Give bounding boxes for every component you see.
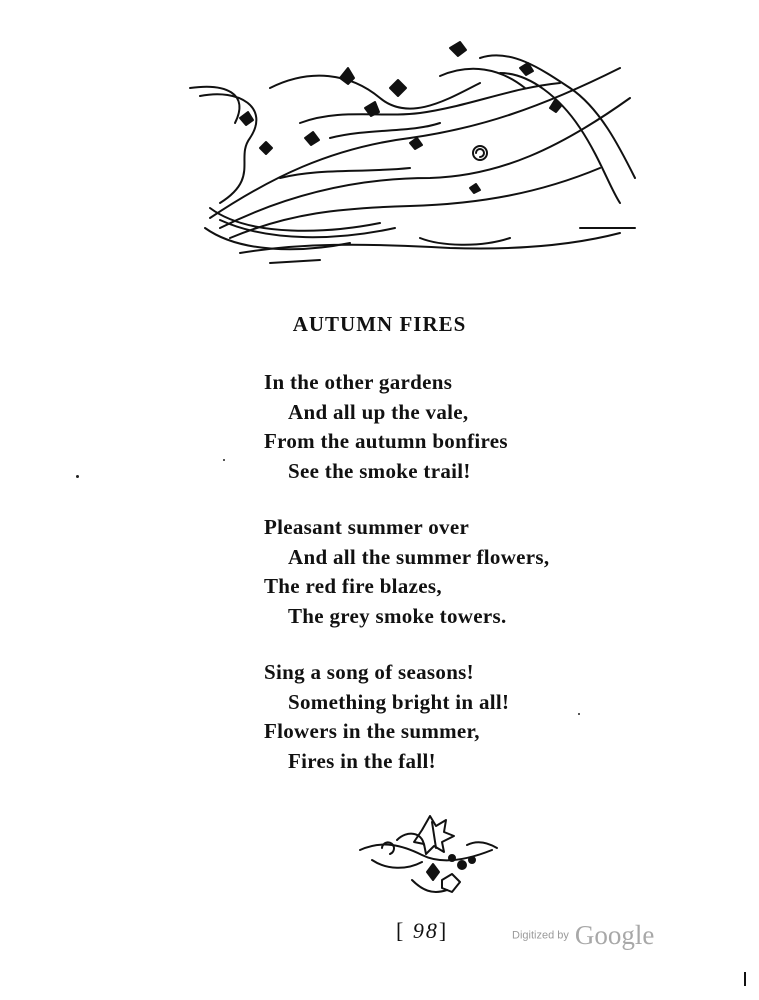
- poem-line: And all the summer flowers,: [288, 544, 550, 569]
- poem-line: Flowers in the summer,: [264, 719, 480, 743]
- stanza: [264, 368, 704, 486]
- poem-line: See the smoke trail!: [288, 458, 471, 483]
- page-number-value: 98: [412, 918, 439, 943]
- poem-title: AUTUMN FIRES: [292, 312, 467, 336]
- tailpiece-illustration: [352, 810, 502, 905]
- edge-mark: [744, 972, 746, 986]
- ink-speck: [223, 459, 225, 461]
- stanza: [264, 658, 704, 776]
- poem-body: [264, 368, 704, 803]
- ink-speck: [76, 475, 79, 478]
- page-bracket-open: [: [396, 918, 413, 943]
- digitized-by-google-watermark: [512, 920, 654, 951]
- poem-line: From the autumn bonfires: [264, 429, 508, 453]
- poem-line: In the other gardens: [264, 370, 453, 394]
- ink-speck: [578, 713, 580, 715]
- headpiece-illustration: [180, 28, 640, 273]
- poem-line: Pleasant summer over: [264, 515, 470, 539]
- poem-line: Sing a song of seasons!: [264, 660, 474, 684]
- poem-line: And all up the vale,: [288, 399, 469, 424]
- digitized-by-text: Digitized by: [512, 929, 569, 942]
- page-bracket-close: ]: [438, 918, 449, 943]
- poem-line: The red fire blazes,: [264, 574, 442, 598]
- poem-line: Fires in the fall!: [288, 748, 436, 773]
- poem-line: Something bright in all!: [288, 689, 510, 714]
- stanza: [264, 513, 704, 631]
- poem-line: The grey smoke towers.: [288, 603, 507, 628]
- google-wordmark: Google: [574, 920, 655, 950]
- page-number: [396, 918, 448, 944]
